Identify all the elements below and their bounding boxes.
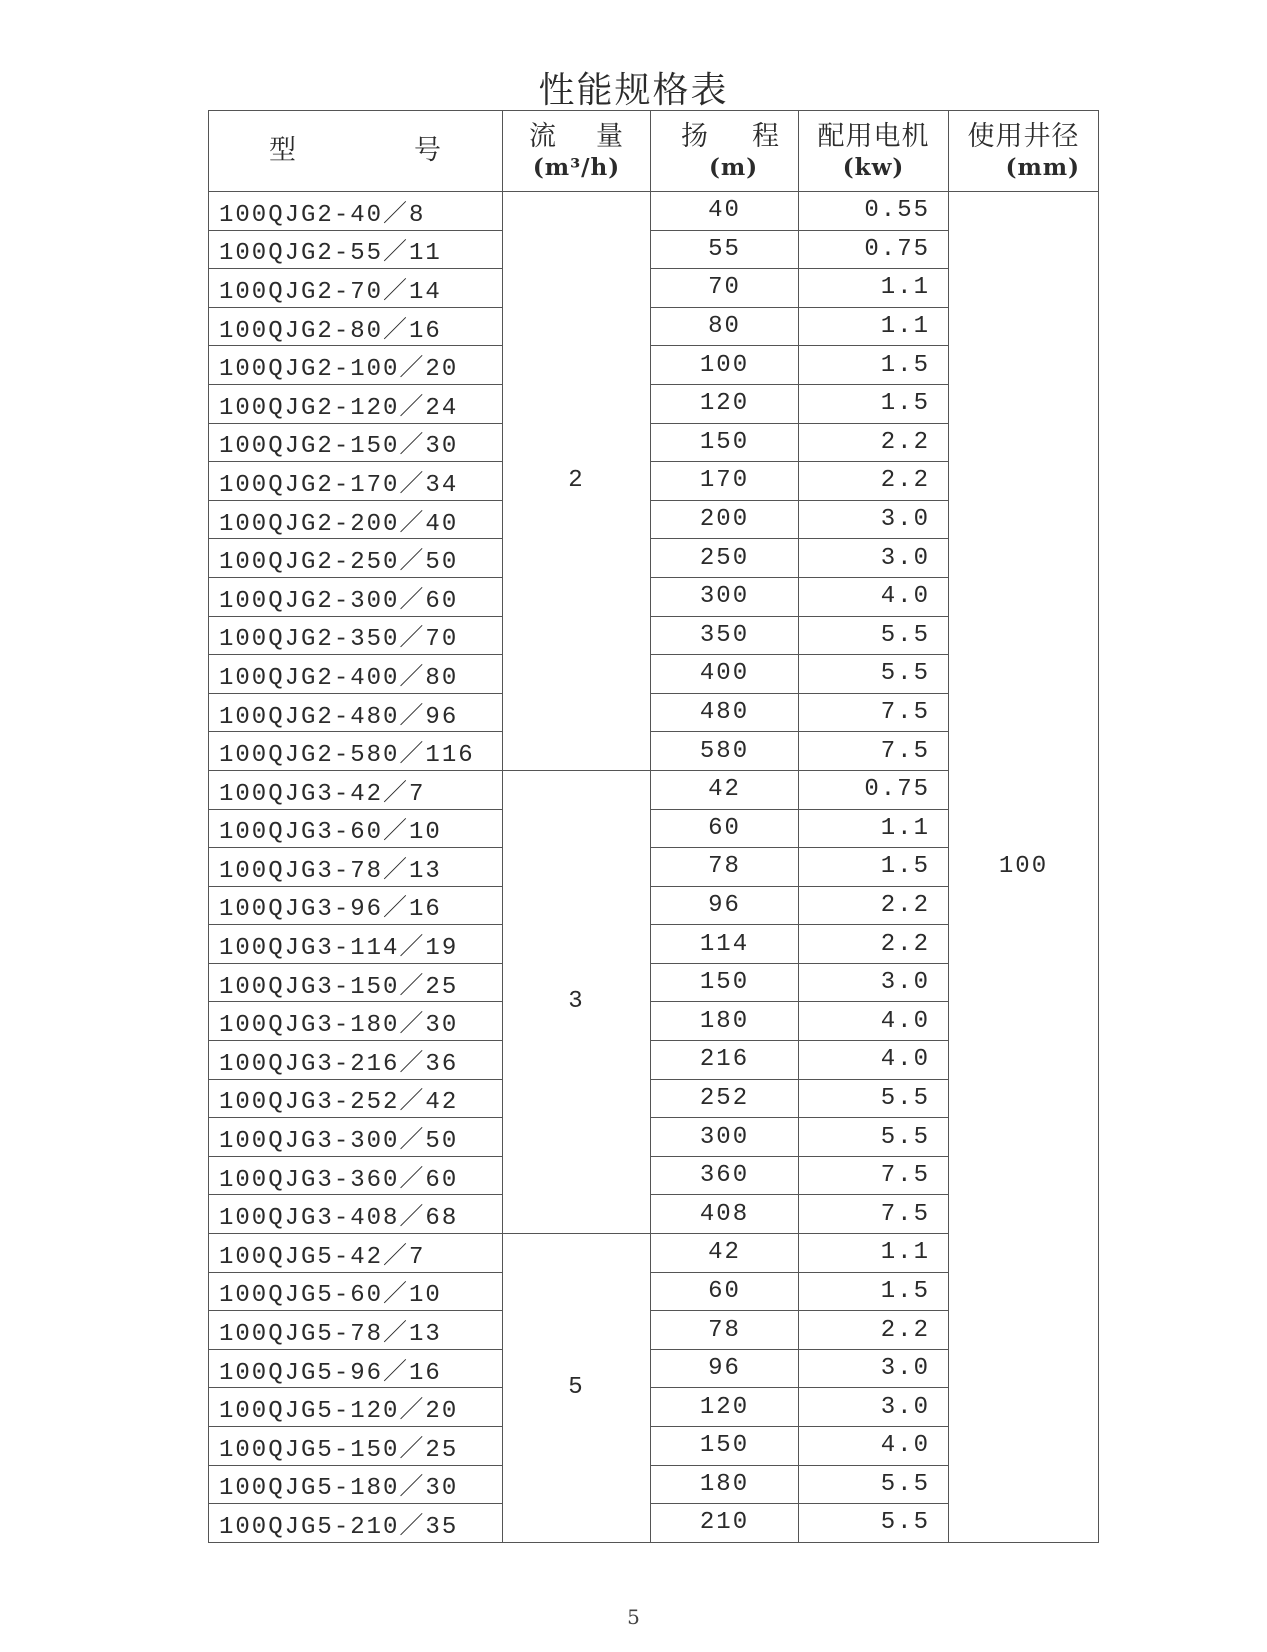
- cell-motor-power: 0.75: [799, 230, 949, 269]
- cell-motor-power: 3.0: [799, 1388, 949, 1427]
- spec-table: [208, 110, 1099, 1543]
- cell-model: 100QJG2-120／24: [209, 384, 503, 423]
- cell-head: 120: [651, 384, 799, 423]
- cell-model: 100QJG3-150／25: [209, 963, 503, 1002]
- table-body: [209, 192, 1099, 1543]
- header-head: [651, 111, 799, 192]
- page-number: 5: [627, 1605, 640, 1629]
- table-header-row: [209, 111, 1099, 192]
- cell-model: 100QJG2-55／11: [209, 230, 503, 269]
- page-title: 性能规格表: [538, 70, 729, 111]
- cell-model: 100QJG3-252／42: [209, 1079, 503, 1118]
- cell-motor-power: 1.5: [799, 848, 949, 887]
- cell-model: 100QJG5-180／30: [209, 1465, 503, 1504]
- cell-model: 100QJG3-114／19: [209, 925, 503, 964]
- cell-head: 300: [651, 577, 799, 616]
- cell-model: 100QJG3-216／36: [209, 1041, 503, 1080]
- cell-model: 100QJG2-350／70: [209, 616, 503, 655]
- cell-head: 100: [651, 346, 799, 385]
- cell-head: 150: [651, 1427, 799, 1466]
- cell-motor-power: 0.55: [799, 192, 949, 231]
- cell-head: 78: [651, 1311, 799, 1350]
- cell-motor-power: 7.5: [799, 693, 949, 732]
- header-well-label: 使用井径: [967, 120, 1080, 152]
- cell-motor-power: 7.5: [799, 1195, 949, 1234]
- cell-model: 100QJG2-300／60: [209, 577, 503, 616]
- cell-motor-power: 0.75: [799, 770, 949, 809]
- header-head-char-1: 扬: [681, 120, 709, 152]
- cell-motor-power: 3.0: [799, 963, 949, 1002]
- cell-head: 580: [651, 732, 799, 771]
- cell-head: 42: [651, 1234, 799, 1273]
- cell-motor-power: 5.5: [799, 1465, 949, 1504]
- cell-motor-power: 1.1: [799, 307, 949, 346]
- cell-model: 100QJG2-400／80: [209, 655, 503, 694]
- cell-model: 100QJG2-70／14: [209, 269, 503, 308]
- cell-head: 96: [651, 1349, 799, 1388]
- cell-model: 100QJG5-150／25: [209, 1427, 503, 1466]
- cell-motor-power: 1.5: [799, 384, 949, 423]
- cell-model: 100QJG5-210／35: [209, 1504, 503, 1543]
- cell-head: 150: [651, 423, 799, 462]
- cell-motor-power: 3.0: [799, 500, 949, 539]
- cell-motor-power: 7.5: [799, 1156, 949, 1195]
- cell-head: 200: [651, 500, 799, 539]
- cell-model: 100QJG5-60／10: [209, 1272, 503, 1311]
- cell-head: 120: [651, 1388, 799, 1427]
- cell-head: 350: [651, 616, 799, 655]
- cell-model: 100QJG5-120／20: [209, 1388, 503, 1427]
- cell-head: 150: [651, 963, 799, 1002]
- cell-model: 100QJG2-170／34: [209, 462, 503, 501]
- cell-well-diameter: 100: [949, 192, 1099, 1543]
- cell-head: 408: [651, 1195, 799, 1234]
- cell-model: 100QJG2-80／16: [209, 307, 503, 346]
- cell-head: 210: [651, 1504, 799, 1543]
- cell-motor-power: 2.2: [799, 423, 949, 462]
- cell-model: 100QJG5-42／7: [209, 1234, 503, 1273]
- cell-flow: 3: [503, 770, 651, 1233]
- header-well-unit: (mm): [1005, 153, 1080, 181]
- header-flow: [503, 111, 651, 192]
- cell-head: 170: [651, 462, 799, 501]
- cell-head: 216: [651, 1041, 799, 1080]
- header-flow-unit: (m³/h): [532, 153, 621, 181]
- cell-motor-power: 4.0: [799, 1041, 949, 1080]
- cell-motor-power: 1.1: [799, 269, 949, 308]
- header-motor-label: 配用电机: [817, 120, 930, 152]
- cell-head: 96: [651, 886, 799, 925]
- cell-motor-power: 2.2: [799, 1311, 949, 1350]
- cell-head: 400: [651, 655, 799, 694]
- cell-model: 100QJG5-78／13: [209, 1311, 503, 1350]
- header-flow-char-2: 量: [596, 120, 624, 152]
- cell-head: 180: [651, 1465, 799, 1504]
- cell-head: 78: [651, 848, 799, 887]
- cell-motor-power: 5.5: [799, 1079, 949, 1118]
- cell-model: 100QJG3-78／13: [209, 848, 503, 887]
- cell-head: 480: [651, 693, 799, 732]
- cell-model: 100QJG2-40／8: [209, 192, 503, 231]
- header-motor-unit: (kw): [842, 153, 905, 181]
- cell-model: 100QJG2-150／30: [209, 423, 503, 462]
- cell-model: 100QJG3-360／60: [209, 1156, 503, 1195]
- cell-head: 40: [651, 192, 799, 231]
- cell-model: 100QJG2-200／40: [209, 500, 503, 539]
- cell-motor-power: 1.1: [799, 809, 949, 848]
- cell-motor-power: 5.5: [799, 616, 949, 655]
- cell-motor-power: 1.5: [799, 346, 949, 385]
- cell-head: 250: [651, 539, 799, 578]
- cell-motor-power: 4.0: [799, 1427, 949, 1466]
- cell-head: 60: [651, 1272, 799, 1311]
- cell-model: 100QJG2-250／50: [209, 539, 503, 578]
- cell-model: 100QJG3-96／16: [209, 886, 503, 925]
- header-well: [949, 111, 1099, 192]
- cell-model: 100QJG3-408／68: [209, 1195, 503, 1234]
- cell-motor-power: 5.5: [799, 1504, 949, 1543]
- cell-motor-power: 5.5: [799, 1118, 949, 1157]
- table-row: [209, 192, 1099, 231]
- cell-head: 360: [651, 1156, 799, 1195]
- cell-head: 42: [651, 770, 799, 809]
- cell-head: 80: [651, 307, 799, 346]
- cell-head: 60: [651, 809, 799, 848]
- cell-model: 100QJG5-96／16: [209, 1349, 503, 1388]
- cell-motor-power: 2.2: [799, 462, 949, 501]
- cell-head: 180: [651, 1002, 799, 1041]
- cell-motor-power: 4.0: [799, 577, 949, 616]
- cell-head: 252: [651, 1079, 799, 1118]
- cell-motor-power: 3.0: [799, 539, 949, 578]
- cell-flow: 5: [503, 1234, 651, 1543]
- cell-motor-power: 5.5: [799, 655, 949, 694]
- header-motor: [799, 111, 949, 192]
- cell-motor-power: 3.0: [799, 1349, 949, 1388]
- cell-head: 55: [651, 230, 799, 269]
- cell-model: 100QJG3-60／10: [209, 809, 503, 848]
- cell-model: 100QJG2-580／116: [209, 732, 503, 771]
- cell-flow: 2: [503, 192, 651, 771]
- cell-model: 100QJG2-100／20: [209, 346, 503, 385]
- cell-model: 100QJG3-42／7: [209, 770, 503, 809]
- header-head-char-2: 程: [752, 120, 780, 152]
- header-model-char-2: 号: [414, 135, 442, 167]
- cell-model: 100QJG3-180／30: [209, 1002, 503, 1041]
- header-flow-char-1: 流: [529, 120, 557, 152]
- cell-motor-power: 7.5: [799, 732, 949, 771]
- cell-motor-power: 1.1: [799, 1234, 949, 1273]
- cell-motor-power: 4.0: [799, 1002, 949, 1041]
- cell-model: 100QJG3-300／50: [209, 1118, 503, 1157]
- header-model: [209, 111, 503, 192]
- cell-head: 114: [651, 925, 799, 964]
- cell-motor-power: 2.2: [799, 886, 949, 925]
- cell-motor-power: 1.5: [799, 1272, 949, 1311]
- header-model-char-1: 型: [269, 135, 297, 167]
- cell-head: 300: [651, 1118, 799, 1157]
- cell-model: 100QJG2-480／96: [209, 693, 503, 732]
- header-head-unit: (m): [709, 153, 759, 181]
- cell-head: 70: [651, 269, 799, 308]
- cell-motor-power: 2.2: [799, 925, 949, 964]
